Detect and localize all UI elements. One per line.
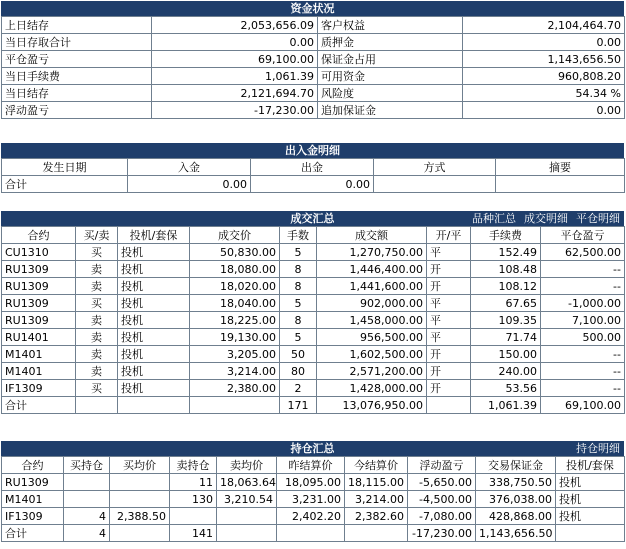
trades-cell: 买 — [76, 295, 118, 312]
trades-cell: 1,602,500.00 — [317, 346, 427, 363]
trades-cell: 1,446,400.00 — [317, 261, 427, 278]
trades-cell: 投机 — [118, 295, 190, 312]
trades-cell: 152.49 — [471, 244, 541, 261]
positions-cell: 2,382.60 — [345, 508, 408, 525]
positions-header: 卖均价 — [217, 457, 277, 474]
fund-label: 当日结存 — [2, 85, 152, 102]
positions-cell: 130 — [170, 491, 217, 508]
trades-cell: -- — [541, 278, 625, 295]
trades-cell: M1401 — [2, 346, 76, 363]
positions-cell: RU1309 — [2, 474, 64, 491]
positions-total-cell — [556, 525, 625, 542]
trades-cell: 卖 — [76, 278, 118, 295]
positions-cell: 18,063.64 — [217, 474, 277, 491]
trades-header: 成交额 — [317, 227, 427, 244]
trades-header: 合约 — [2, 227, 76, 244]
positions-cell: 投机 — [556, 508, 625, 525]
trades-cell: RU1401 — [2, 329, 76, 346]
trades-total-cell — [427, 397, 471, 414]
fund-label: 风险度 — [318, 85, 463, 102]
positions-cell: -4,500.00 — [408, 491, 476, 508]
positions-cell: IF1309 — [2, 508, 64, 525]
trades-cell: 50 — [280, 346, 317, 363]
fund-label: 浮动盈亏 — [2, 102, 152, 119]
fund-value: 960,808.20 — [463, 68, 625, 85]
trades-title: 成交汇总 — [290, 212, 335, 225]
positions-header: 今结算价 — [345, 457, 408, 474]
trades-cell: 投机 — [118, 363, 190, 380]
trades-total-cell — [190, 397, 280, 414]
trades-cell: 投机 — [118, 346, 190, 363]
trades-row — [2, 312, 625, 329]
trades-cell: 7,100.00 — [541, 312, 625, 329]
trades-total-cell: 1,061.39 — [471, 397, 541, 414]
trades-cell: 1,270,750.00 — [317, 244, 427, 261]
trades-cell: 67.65 — [471, 295, 541, 312]
positions-total-cell: 141 — [170, 525, 217, 542]
positions-header: 卖持仓 — [170, 457, 217, 474]
fund-label: 上日结存 — [2, 17, 152, 34]
positions-cell: 投机 — [556, 491, 625, 508]
positions-cell — [110, 491, 170, 508]
inout-total-cell — [496, 176, 625, 193]
positions-cell — [217, 508, 277, 525]
positions-header: 浮动盈亏 — [408, 457, 476, 474]
trades-cell: 平 — [427, 244, 471, 261]
positions-total-row — [2, 525, 625, 542]
trades-cell: 18,225.00 — [190, 312, 280, 329]
trades-cell: 开 — [427, 278, 471, 295]
trades-total-cell — [76, 397, 118, 414]
trades-header: 投机/套保 — [118, 227, 190, 244]
trades-cell: 8 — [280, 278, 317, 295]
trades-cell: 3,205.00 — [190, 346, 280, 363]
trades-cell: 3,214.00 — [190, 363, 280, 380]
inout-total-cell — [374, 176, 496, 193]
trades-row — [2, 380, 625, 397]
trades-total-cell: 13,076,950.00 — [317, 397, 427, 414]
trades-total-cell: 69,100.00 — [541, 397, 625, 414]
inout-title: 出入金明细 — [1, 143, 624, 158]
trades-cell: 8 — [280, 312, 317, 329]
fund-title: 资金状况 — [1, 1, 624, 16]
fund-value: 1,061.39 — [152, 68, 318, 85]
trades-row — [2, 363, 625, 380]
trades-cell: 投机 — [118, 312, 190, 329]
positions-cell: 11 — [170, 474, 217, 491]
trades-cell: 投机 — [118, 329, 190, 346]
trades-cell: -- — [541, 380, 625, 397]
trades-cell: 902,000.00 — [317, 295, 427, 312]
trades-link[interactable]: 品种汇总 — [472, 212, 516, 225]
positions-total-cell — [110, 525, 170, 542]
fund-label: 保证金占用 — [318, 51, 463, 68]
positions-cell — [170, 508, 217, 525]
trades-row — [2, 295, 625, 312]
fund-value: 69,100.00 — [152, 51, 318, 68]
positions-cell: 428,868.00 — [476, 508, 556, 525]
positions-cell — [110, 474, 170, 491]
positions-total-cell: 4 — [64, 525, 110, 542]
trades-cell: 2,380.00 — [190, 380, 280, 397]
trades-cell: 5 — [280, 329, 317, 346]
trades-header: 开/平 — [427, 227, 471, 244]
trades-cell: 投机 — [118, 278, 190, 295]
positions-link[interactable]: 持仓明细 — [576, 442, 620, 455]
fund-value: 1,143,656.50 — [463, 51, 625, 68]
trades-cell: 投机 — [118, 261, 190, 278]
inout-header: 入金 — [128, 159, 251, 176]
fund-label: 追加保证金 — [318, 102, 463, 119]
trades-cell: 卖 — [76, 346, 118, 363]
trades-cell: 开 — [427, 346, 471, 363]
positions-cell: 4 — [64, 508, 110, 525]
trades-cell: 50,830.00 — [190, 244, 280, 261]
trades-row — [2, 329, 625, 346]
trades-cell: 开 — [427, 261, 471, 278]
fund-label: 质押金 — [318, 34, 463, 51]
trades-row — [2, 278, 625, 295]
inout-header: 发生日期 — [2, 159, 128, 176]
positions-header: 投机/套保 — [556, 457, 625, 474]
trades-cell: 19,130.00 — [190, 329, 280, 346]
fund-value: 0.00 — [152, 34, 318, 51]
trades-links — [464, 211, 620, 226]
positions-row — [2, 508, 625, 525]
trades-cell: 开 — [427, 380, 471, 397]
positions-header: 买均价 — [110, 457, 170, 474]
trades-cell: 平 — [427, 312, 471, 329]
positions-section — [1, 441, 624, 542]
trades-cell: -- — [541, 363, 625, 380]
trades-cell: -- — [541, 261, 625, 278]
trades-header: 手数 — [280, 227, 317, 244]
trades-header: 手续费 — [471, 227, 541, 244]
positions-cell: 投机 — [556, 474, 625, 491]
positions-row — [2, 474, 625, 491]
positions-cell — [64, 491, 110, 508]
fund-label: 平仓盈亏 — [2, 51, 152, 68]
positions-cell: 2,388.50 — [110, 508, 170, 525]
positions-row — [2, 491, 625, 508]
positions-total-cell: 1,143,656.50 — [476, 525, 556, 542]
trades-cell: 开 — [427, 363, 471, 380]
trades-cell: RU1309 — [2, 295, 76, 312]
trades-cell: 1,428,000.00 — [317, 380, 427, 397]
positions-table — [1, 456, 625, 542]
trades-header: 买/卖 — [76, 227, 118, 244]
inout-section — [1, 143, 624, 193]
trades-link[interactable]: 成交明细 — [524, 212, 568, 225]
inout-total-cell: 0.00 — [251, 176, 374, 193]
trades-cell: 2 — [280, 380, 317, 397]
fund-row — [2, 102, 625, 119]
fund-value: 0.00 — [463, 34, 625, 51]
trades-cell: 买 — [76, 380, 118, 397]
trades-cell: 71.74 — [471, 329, 541, 346]
inout-total-cell: 合计 — [2, 176, 128, 193]
positions-header: 合约 — [2, 457, 64, 474]
fund-value: 2,104,464.70 — [463, 17, 625, 34]
trades-section — [1, 211, 624, 414]
trades-total-cell: 合计 — [2, 397, 76, 414]
positions-cell — [64, 474, 110, 491]
trades-cell: 500.00 — [541, 329, 625, 346]
trades-cell: 18,020.00 — [190, 278, 280, 295]
trades-header: 成交价 — [190, 227, 280, 244]
fund-value: -17,230.00 — [152, 102, 318, 119]
inout-total-cell: 0.00 — [128, 176, 251, 193]
fund-section — [1, 1, 624, 119]
trades-row — [2, 346, 625, 363]
trades-cell: 投机 — [118, 244, 190, 261]
fund-row — [2, 34, 625, 51]
trades-cell: 80 — [280, 363, 317, 380]
inout-total-row — [2, 176, 625, 193]
trades-cell: RU1309 — [2, 261, 76, 278]
trades-cell: M1401 — [2, 363, 76, 380]
positions-cell: 2,402.20 — [277, 508, 345, 525]
trades-cell: 卖 — [76, 261, 118, 278]
inout-header: 出金 — [251, 159, 374, 176]
fund-value: 2,053,656.09 — [152, 17, 318, 34]
trades-cell: 8 — [280, 261, 317, 278]
trades-row — [2, 244, 625, 261]
positions-header: 昨结算价 — [277, 457, 345, 474]
trades-cell: 18,080.00 — [190, 261, 280, 278]
positions-header: 交易保证金 — [476, 457, 556, 474]
positions-header: 买持仓 — [64, 457, 110, 474]
trades-cell: 5 — [280, 244, 317, 261]
fund-row — [2, 51, 625, 68]
positions-total-cell: -17,230.00 — [408, 525, 476, 542]
fund-label: 当日手续费 — [2, 68, 152, 85]
positions-total-cell — [345, 525, 408, 542]
trades-cell: 投机 — [118, 380, 190, 397]
positions-total-cell — [277, 525, 345, 542]
fund-value: 54.34 % — [463, 85, 625, 102]
trades-total-row — [2, 397, 625, 414]
inout-table — [1, 158, 625, 193]
trades-cell: 956,500.00 — [317, 329, 427, 346]
trades-cell: 240.00 — [471, 363, 541, 380]
positions-title: 持仓汇总 — [290, 442, 335, 455]
trades-cell: IF1309 — [2, 380, 76, 397]
trades-table — [1, 226, 625, 414]
fund-value: 2,121,694.70 — [152, 85, 318, 102]
trades-cell: 2,571,200.00 — [317, 363, 427, 380]
trades-total-cell — [118, 397, 190, 414]
trades-cell: 5 — [280, 295, 317, 312]
trades-cell: 买 — [76, 244, 118, 261]
trades-cell: 62,500.00 — [541, 244, 625, 261]
fund-row — [2, 17, 625, 34]
positions-cell: 18,115.00 — [345, 474, 408, 491]
trades-cell: 1,441,600.00 — [317, 278, 427, 295]
positions-cell: M1401 — [2, 491, 64, 508]
trades-cell: -1,000.00 — [541, 295, 625, 312]
trades-total-cell: 171 — [280, 397, 317, 414]
fund-row — [2, 85, 625, 102]
trades-link[interactable]: 平仓明细 — [576, 212, 620, 225]
positions-cell: 3,231.00 — [277, 491, 345, 508]
positions-cell: -5,650.00 — [408, 474, 476, 491]
fund-label: 可用资金 — [318, 68, 463, 85]
positions-cell: -7,080.00 — [408, 508, 476, 525]
fund-label: 客户权益 — [318, 17, 463, 34]
fund-value: 0.00 — [463, 102, 625, 119]
trades-cell: 平 — [427, 295, 471, 312]
trades-cell: RU1309 — [2, 278, 76, 295]
trades-cell: 108.12 — [471, 278, 541, 295]
fund-label: 当日存取合计 — [2, 34, 152, 51]
trades-cell: 53.56 — [471, 380, 541, 397]
trades-header: 平仓盈亏 — [541, 227, 625, 244]
positions-cell: 3,210.54 — [217, 491, 277, 508]
positions-cell: 3,214.00 — [345, 491, 408, 508]
trades-cell: 平 — [427, 329, 471, 346]
trades-cell: 卖 — [76, 363, 118, 380]
positions-total-cell — [217, 525, 277, 542]
trades-cell: CU1310 — [2, 244, 76, 261]
trades-cell: 18,040.00 — [190, 295, 280, 312]
trades-cell: -- — [541, 346, 625, 363]
trades-cell: 150.00 — [471, 346, 541, 363]
trades-cell: 卖 — [76, 312, 118, 329]
positions-total-cell: 合计 — [2, 525, 64, 542]
positions-cell: 376,038.00 — [476, 491, 556, 508]
inout-header: 摘要 — [496, 159, 625, 176]
positions-links — [568, 441, 620, 456]
positions-cell: 18,095.00 — [277, 474, 345, 491]
trades-cell: 1,458,000.00 — [317, 312, 427, 329]
trades-cell: 卖 — [76, 329, 118, 346]
trades-cell: RU1309 — [2, 312, 76, 329]
trades-row — [2, 261, 625, 278]
trades-cell: 108.48 — [471, 261, 541, 278]
inout-header: 方式 — [374, 159, 496, 176]
fund-row — [2, 68, 625, 85]
trades-cell: 109.35 — [471, 312, 541, 329]
positions-cell: 338,750.50 — [476, 474, 556, 491]
fund-table — [1, 16, 625, 119]
